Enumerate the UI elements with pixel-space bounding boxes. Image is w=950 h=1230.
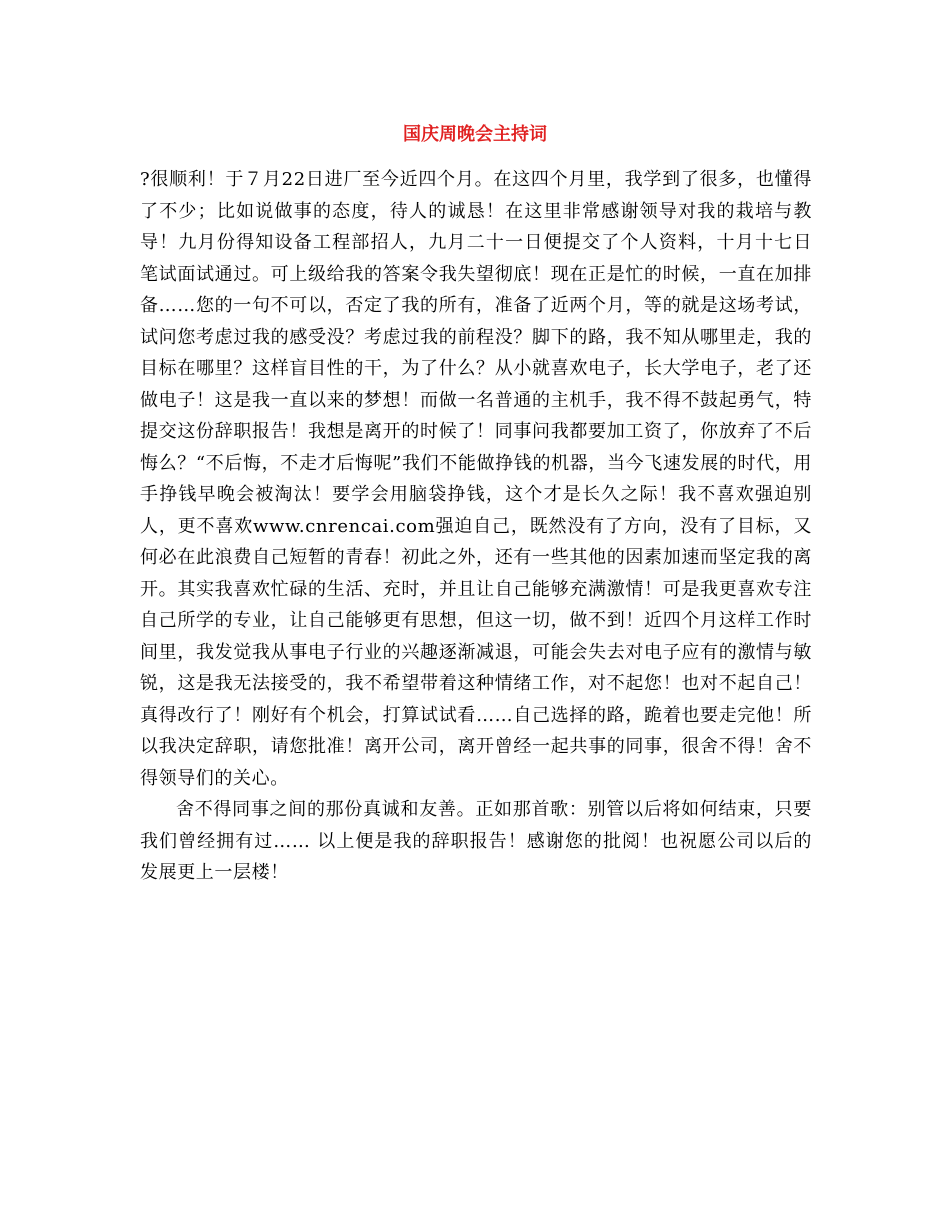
document-body xyxy=(140,164,812,889)
document-title: 国庆周晚会主持词 xyxy=(403,124,547,145)
body-paragraph-1: ?很顺利！于７月22日进厂至今近四个月。在这四个月里，我学到了很多，也懂得了不少；比如说做事的态度，待人的诚恳！在这里非常感谢领导对我的栽培与教导！九月份得知设备工程部招人，九月二十一日便提交了个人资料，十月十七日 笔试面试通过。可上级给我的答案令我失望彻底！现在正是忙的时候，一直在加排备……您的一句不可以，否定了我的所有，准备了近两个月，等的就是这场考试，试问您考虑过我的感受没？考虑过我的前程没？脚下的路，我不知从哪里走，我的目标在哪里？这样盲目性的干，为了什么？从小就喜欢电子，长大学电子，老了还做电子！这是我一直以来的梦想！而做一名普通的主机手，我不得不鼓起勇气，特提交这份辞职报告！我想是离开的时候了！同事问我都要加工资了，你放弃了不后悔么？“不后悔，不走才后悔呢”我们不能做挣钱的机器，当今飞速发展的时代，用手挣钱早晚会被淘汰！要学会用脑袋挣钱，这个才是长久之际！我不喜欢强迫别人，更不喜欢www.cnrencai.com强迫自己，既然没有了方向，没有了目标，又何必在此浪费自己短暂的青春！初此之外，还有一些其他的因素加速而坚定我的离开。其实我喜欢忙碌的生活、充时，并且让自己能够充满激情！可是我更喜欢专注自己所学的专业，让自己能够更有思想，但这一切，做不到！近四个月这样工作时间里，我发觉我从事电子行业的兴趣逐渐减退，可能会失去对电子应有的激情与敏锐，这是我无法接受的，我不希望带着这种情绪工作，对不起您！也对不起自己！真得改行了！刚好有个机会，打算试试看……自己选择的路，跪着也要走完他！所以我决定辞职，请您批准！离开公司，离开曾经一起共事的同事，很舍不得！舍不得领导们的关心。 xyxy=(140,169,812,789)
body-paragraph-2: 舍不得同事之间的那份真诚和友善。正如那首歌：别管以后将如何结束，只要我们曾经拥有过…… 以上便是我的辞职报告！感谢您的批阅！也祝愿公司以后的发展更上一层楼！ xyxy=(140,799,812,883)
